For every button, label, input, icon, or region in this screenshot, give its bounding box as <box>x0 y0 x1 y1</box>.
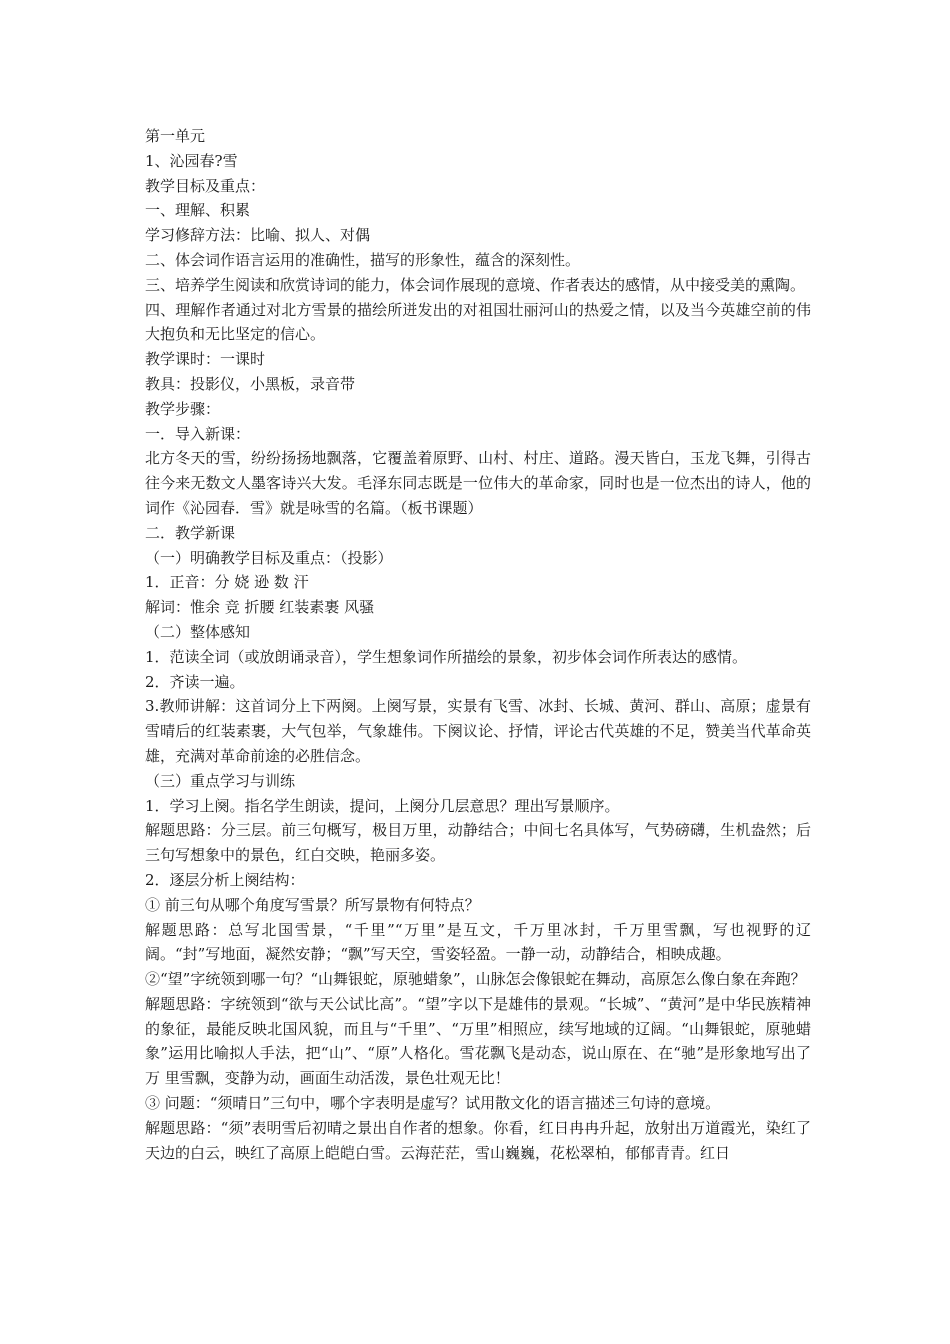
step-heading: 二．教学新课 <box>145 523 236 542</box>
question: ②“望”字统领到哪一句？“山舞银蛇，原驰蜡象”，山脉怎会像银蛇在舞动，高原怎么像白象在奔跑？ <box>145 970 806 989</box>
paragraph: 解题思路：分三层。前三句概写，极目万里，动静结合；中间七名具体写，气势磅礴，生机盎然；后三句写想象中的景色，红白交映，艳丽多姿。 <box>145 821 811 865</box>
subsection-heading: （三）重点学习与训练 <box>145 771 296 790</box>
objective-line: 一、理解、积累 <box>145 201 251 220</box>
subsection-heading: （一）明确教学目标及重点：（投影） <box>145 548 393 567</box>
objective-line: 三、培养学生阅读和欣赏诗词的能力，体会词作展现的意境、作者表达的感情，从中接受美的熏陶。 <box>145 275 806 294</box>
lesson-title: 1、沁园春?雪 <box>145 151 238 170</box>
paragraph: 3.教师讲解：这首词分上下两阕。上阕写景，实景有飞雪、冰封、长城、黄河、群山、高原；虚景有雪晴后的红装素裹，大气包举，气象雄伟。下阕议论、抒情，评论古代英雄的不足，赞美当代革命英雄，充满对革命前途的必胜信念。 <box>145 697 811 765</box>
paragraph: 1．正音：分 娆 逊 数 汗 <box>145 573 309 592</box>
paragraph: 2．齐读一遍。 <box>145 672 245 691</box>
section-heading: 教学目标及重点： <box>145 176 266 195</box>
question: ③ 问题：“须晴日”三句中，哪个字表明是虚写？试用散文化的语言描述三句诗的意境。 <box>145 1094 721 1113</box>
subsection-heading: （二）整体感知 <box>145 622 251 641</box>
section-heading: 教学步骤： <box>145 399 221 418</box>
question: ① 前三句从哪个角度写雪景？所写景物有何特点？ <box>145 895 480 914</box>
unit-heading: 第一单元 <box>145 127 206 145</box>
paragraph: 2．逐层分析上阕结构： <box>145 870 305 889</box>
objective-line: 四、理解作者通过对北方雪景的描绘所迸发出的对祖国壮丽河山的热爱之情，以及当今英雄空前的伟大抱负和无比坚定的信心。 <box>145 300 811 344</box>
document-body <box>145 124 811 1165</box>
lesson-info: 教学课时：一课时 <box>145 350 266 369</box>
paragraph: 1．学习上阕。指名学生朗读，提问，上阕分几层意思？理出写景顺序。 <box>145 796 620 815</box>
paragraph: 解题思路：“须”表明雪后初晴之景出自作者的想象。你看，红日冉冉升起，放射出万道霞光，染红了天边的白云，映红了高原上皑皑白雪。云海茫茫，雪山巍巍，花松翠柏，郁郁青青。红日 <box>145 1118 811 1162</box>
lesson-info: 教具：投影仪，小黑板，录音带 <box>145 374 356 393</box>
paragraph: 解题思路：字统领到“欲与天公试比高”。“望”字以下是雄伟的景观。“长城”、“黄河”是中华民族精神的象征，最能反映北国风貌，而且与“千里”、“万里”相照应，续写地域的辽阔。“山舞银蛇，原驰蜡象”运用比喻拟人手法，把“山”、“原”人格化。雪花飘飞是动态，说山原在、在“驰”是形象地写出了万 里雪飘，变静为动，画面生动活泼，景色壮观无比！ <box>145 994 811 1088</box>
paragraph: 1．范读全词（或放朗诵录音），学生想象词作所描绘的景象，初步体会词作所表达的感情。 <box>145 647 748 666</box>
paragraph: 解词：惟余 竞 折腰 红装素裹 风骚 <box>145 598 375 617</box>
objective-line: 学习修辞方法：比喻、拟人、对偶 <box>145 226 371 245</box>
paragraph: 解题思路：总写北国雪景，“千里”“万里”是互文，千万里冰封，千万里雪飘，写也视野的辽阔。“封”写地面，凝然安静；“飘”写天空，雪姿轻盈。一静一动，动静结合，相映成趣。 <box>145 920 811 964</box>
paragraph: 北方冬天的雪，纷纷扬扬地飘落，它覆盖着原野、山村、村庄、道路。漫天皆白，玉龙飞舞，引得古往今来无数文人墨客诗兴大发。毛泽东同志既是一位伟大的革命家，同时也是一位杰出的诗人，他的词作《沁园春．雪》就是咏雪的名篇。（板书课题） <box>145 449 811 517</box>
step-heading: 一．导入新课： <box>145 424 251 443</box>
objective-line: 二、体会词作语言运用的准确性，描写的形象性，蕴含的深刻性。 <box>145 250 581 269</box>
